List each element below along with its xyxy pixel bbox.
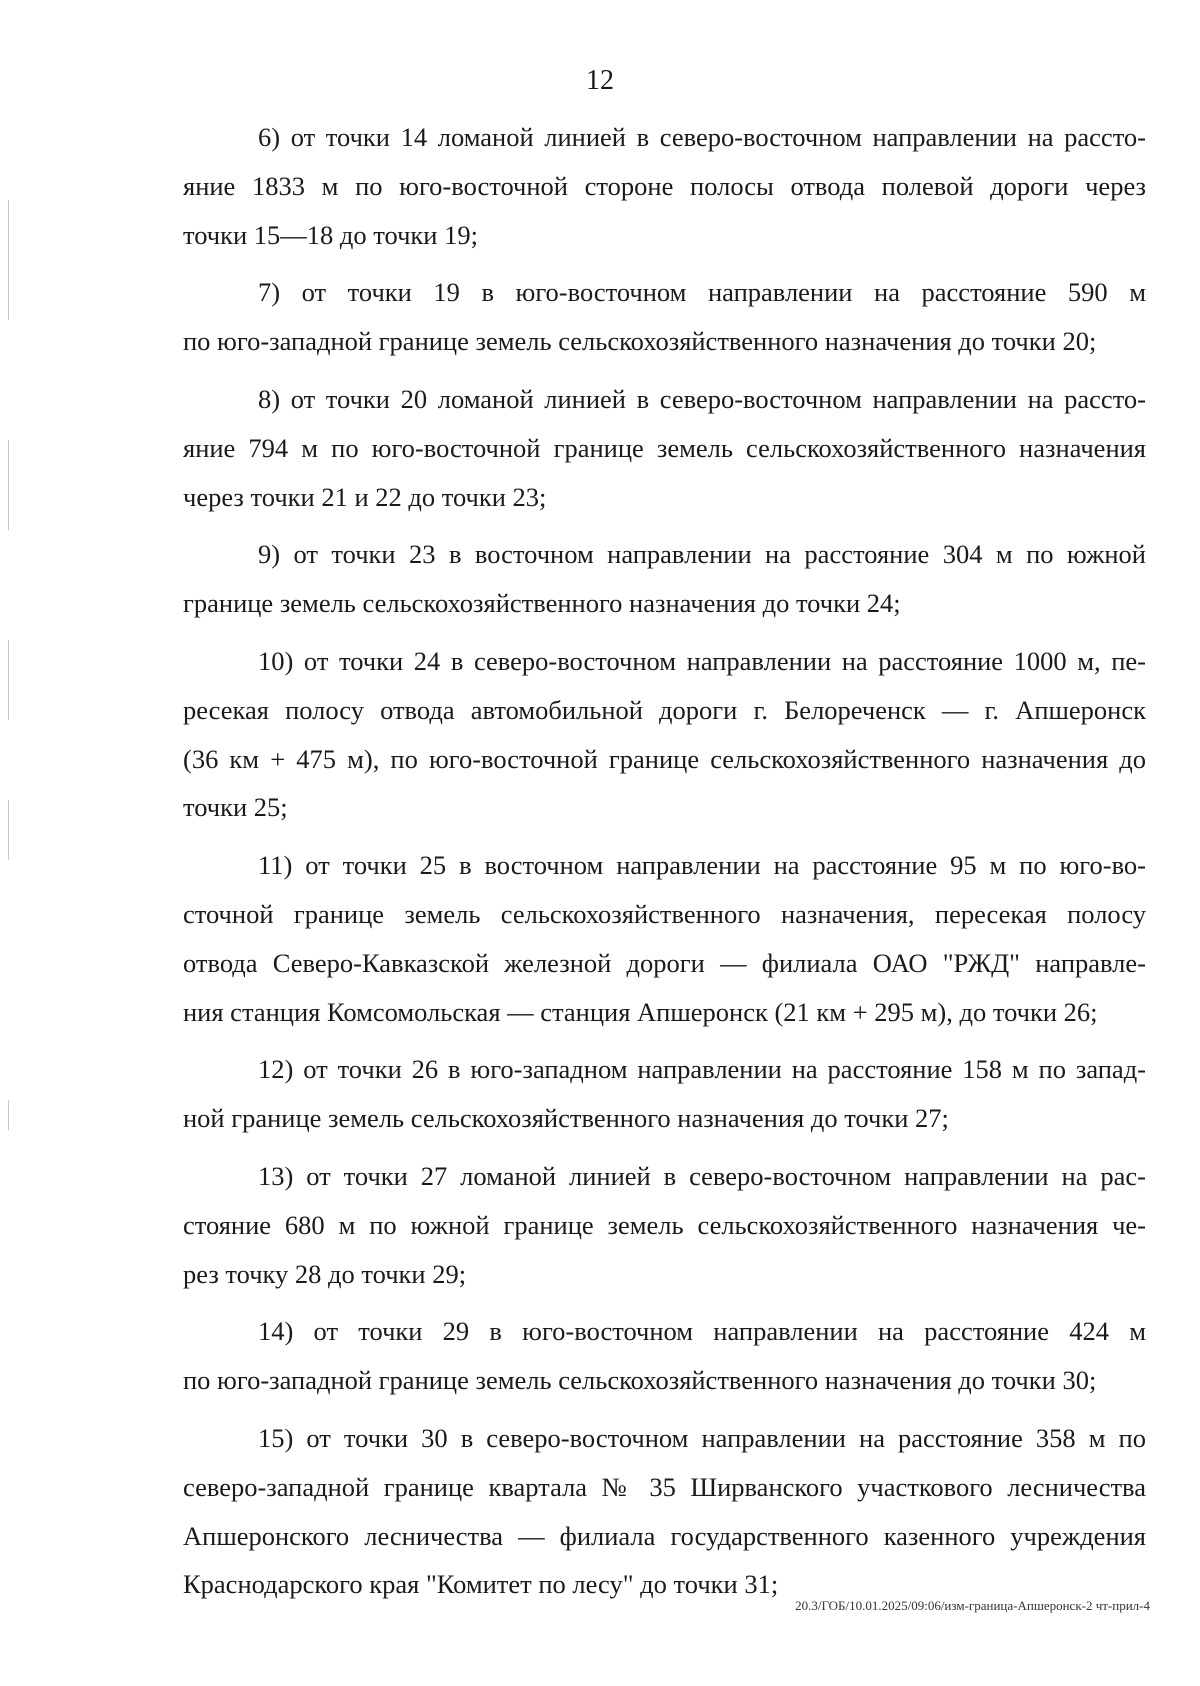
scan-edge-mark xyxy=(8,200,9,320)
paragraph-line: 11) от точки 25 в восточном направлении на расстояние 95 м по юго-во- xyxy=(258,850,1146,881)
paragraph-line: ной границе земель сельскохозяйственного назначения до точки 27; xyxy=(183,1103,949,1134)
paragraph-line: по юго-западной границе земель сельскохозяйственного назначения до точки 30; xyxy=(183,1365,1097,1396)
paragraph-line: 15) от точки 30 в северо-восточном направлении на расстояние 358 м по xyxy=(258,1422,1146,1453)
paragraph-line: 14) от точки 29 в юго-восточном направлении на расстояние 424 м xyxy=(258,1316,1146,1347)
paragraph-line: яние 794 м по юго-восточной границе земель сельскохозяйственного назначения xyxy=(183,432,1146,463)
paragraph-line: северо-западной границе квартала № 35 Ширванского участкового лесничества xyxy=(183,1471,1146,1502)
paragraph-line: 12) от точки 26 в юго-западном направлении на расстояние 158 м по запад- xyxy=(258,1054,1146,1085)
scan-edge-mark xyxy=(8,640,9,720)
paragraph-line: 7) от точки 19 в юго-восточном направлении на расстояние 590 м xyxy=(258,277,1146,308)
paragraph-line: Краснодарского края "Комитет по лесу" до точки 31; xyxy=(183,1569,779,1600)
scan-edge-mark xyxy=(8,440,9,530)
scan-edge-mark xyxy=(8,1100,9,1130)
paragraph-line: границе земель сельскохозяйственного назначения до точки 24; xyxy=(183,588,901,619)
paragraph xyxy=(183,113,1146,259)
paragraph xyxy=(183,841,1146,1036)
scan-edge-mark xyxy=(8,800,9,860)
paragraph xyxy=(183,1414,1146,1609)
paragraph xyxy=(183,530,1146,628)
paragraph-line: 8) от точки 20 ломаной линией в северо-восточном направлении на рассто- xyxy=(258,383,1146,414)
paragraph-line: точки 25; xyxy=(183,792,288,823)
paragraph xyxy=(183,1045,1146,1143)
paragraph xyxy=(183,375,1146,521)
paragraph-line: ресекая полосу отвода автомобильной дороги г. Белореченск — г. Апшеронск xyxy=(183,694,1146,725)
paragraph-line: рез точку 28 до точки 29; xyxy=(183,1258,467,1289)
paragraph-line: Апшеронского лесничества — филиала государственного казенного учреждения xyxy=(183,1520,1146,1551)
paragraph xyxy=(183,1307,1146,1405)
paragraph-line: яние 1833 м по юго-восточной стороне полосы отвода полевой дороги через xyxy=(183,170,1146,201)
paragraph-line: (36 км + 475 м), по юго-восточной границе сельскохозяйственного назначения до xyxy=(183,743,1146,774)
paragraph-line: 13) от точки 27 ломаной линией в северо-восточном направлении на рас- xyxy=(258,1160,1146,1191)
paragraph-line: через точки 21 и 22 до точки 23; xyxy=(183,481,547,512)
paragraph-line: 6) от точки 14 ломаной линией в северо-восточном направлении на рассто- xyxy=(258,122,1146,152)
document-body xyxy=(183,113,1146,1618)
paragraph-line: 10) от точки 24 в северо-восточном направлении на расстояние 1000 м, пе- xyxy=(258,645,1146,676)
paragraph-line: 9) от точки 23 в восточном направлении на расстояние 304 м по южной xyxy=(258,539,1146,570)
paragraph-line: по юго-западной границе земель сельскохозяйственного назначения до точки 20; xyxy=(183,326,1097,357)
paragraph-line: ния станция Комсомольская — станция Апшеронск (21 км + 295 м), до точки 26; xyxy=(183,996,1098,1027)
paragraph-line: точки 15—18 до точки 19; xyxy=(183,219,478,250)
paragraph-line: отвода Северо-Кавказской железной дороги — филиала ОАО "РЖД" направле- xyxy=(183,947,1146,978)
paragraph-line: сточной границе земель сельскохозяйственного назначения, пересекая полосу xyxy=(183,898,1146,929)
document-footer-code: 20.3/ГОБ/10.01.2025/09:06/изм-граница-Апшеронск-2 чт-прил-4 xyxy=(795,1598,1150,1613)
page-number: 12 xyxy=(586,65,614,96)
paragraph-line: стояние 680 м по южной границе земель сельскохозяйственного назначения че- xyxy=(183,1209,1146,1240)
paragraph xyxy=(183,1152,1146,1298)
paragraph xyxy=(183,637,1146,832)
paragraph xyxy=(183,268,1146,366)
